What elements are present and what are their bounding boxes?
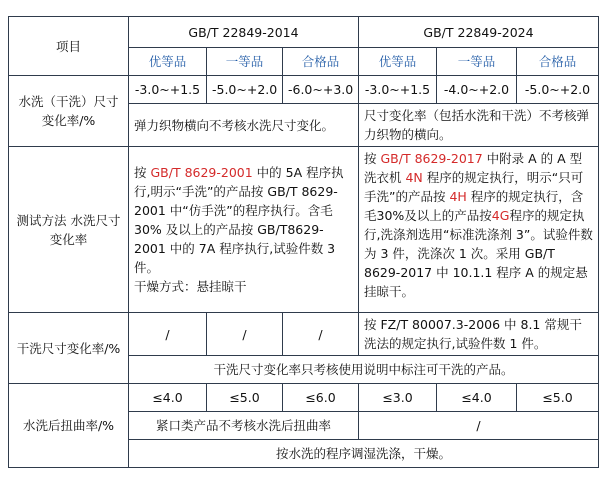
washing-2024-qualified: -5.0~+2.0: [517, 76, 599, 104]
test-2024-program-4h: 4H: [449, 189, 467, 204]
standard-comparison-table: [8, 16, 599, 468]
washing-2014-first: -5.0~+2.0: [207, 76, 283, 104]
washing-2014-superior: -3.0~+1.5: [129, 76, 207, 104]
test-2014-text-b: 中的 5A 程序执行,明示“手洗”的产品按 GB/T 8629-2001 中“仿手洗”的程序执行。含毛 30% 及以上的产品按 GB/T8629-2001 中的 7A 程序执行,试验件数 3 件。: [134, 165, 344, 275]
washing-2014-qualified: -6.0~+3.0: [283, 76, 359, 104]
test-2024-program-4n: 4N: [405, 170, 423, 185]
comparison-table-wrapper: [8, 16, 598, 468]
dry-clean-2014-first: /: [207, 313, 283, 356]
test-method-2024: [359, 147, 599, 313]
grade-superior-2014: 优等品: [129, 48, 207, 76]
header-row-standards: [9, 17, 599, 48]
grade-first-2014: 一等品: [207, 48, 283, 76]
test-2024-standard-ref: GB/T 8629-2017: [380, 151, 483, 166]
washing-change-label: 水洗（干洗）尺寸变化率/%: [9, 76, 129, 147]
item-header: 项目: [9, 17, 129, 76]
test-2014-drying: 干燥方式：悬挂晾干: [134, 279, 247, 294]
washing-2024-superior: -3.0~+1.5: [359, 76, 437, 104]
dry-clean-2014-superior: /: [129, 313, 207, 356]
torsion-note-2014: 紧口类产品不考核水洗后扭曲率: [129, 412, 359, 440]
torsion-label: 水洗后扭曲率/%: [9, 384, 129, 468]
torsion-values-row: [9, 384, 599, 412]
standard-2024-header: GB/T 22849-2024: [359, 17, 599, 48]
dry-clean-label: 干洗尺寸变化率/%: [9, 313, 129, 384]
washing-note-2014: 弹力织物横向不考核水洗尺寸变化。: [129, 104, 359, 147]
test-2024-text-e: 程序的规定执行,洗涤剂选用“标准洗涤剂 3”。试验件数为 3 件，洗涤次 1 次。采用 GB/T 8629-2017 中 10.1.1 程序 A 的规定悬挂晾干。: [364, 208, 593, 299]
test-2024-text-a: 按: [364, 151, 381, 166]
torsion-2024-first: ≤4.0: [437, 384, 517, 412]
torsion-note-2024: /: [359, 412, 599, 440]
test-2024-text-c: 程序的规定执行，明示“只可手洗”的产品按: [364, 170, 584, 204]
test-2014-standard-ref: GB/T 8629-2001: [150, 165, 253, 180]
torsion-2014-qualified: ≤6.0: [283, 384, 359, 412]
standard-2014-header: GB/T 22849-2014: [129, 17, 359, 48]
torsion-2024-qualified: ≤5.0: [517, 384, 599, 412]
washing-values-row: [9, 76, 599, 104]
test-method-label: 测试方法 水洗尺寸变化率: [9, 147, 129, 313]
test-method-row: [9, 147, 599, 313]
torsion-2024-superior: ≤3.0: [359, 384, 437, 412]
dry-clean-note: 干洗尺寸变化率只考核使用说明中标注可干洗的产品。: [129, 356, 599, 384]
grade-qualified-2014: 合格品: [283, 48, 359, 76]
torsion-2014-first: ≤5.0: [207, 384, 283, 412]
torsion-2014-superior: ≤4.0: [129, 384, 207, 412]
grade-superior-2024: 优等品: [359, 48, 437, 76]
dry-clean-2014-qualified: /: [283, 313, 359, 356]
test-2024-program-4g: 4G: [491, 208, 510, 223]
test-method-2014: [129, 147, 359, 313]
test-2024-text-d: 程序的规定执行，含毛30%及以上的产品按: [364, 189, 584, 223]
dry-clean-2024-method: 按 FZ/T 80007.3-2006 中 8.1 常规干洗法的规定执行,试验件数 1 件。: [359, 313, 599, 356]
test-2014-text-a: 按: [134, 165, 151, 180]
grade-first-2024: 一等品: [437, 48, 517, 76]
grade-qualified-2024: 合格品: [517, 48, 599, 76]
washing-note-2024: 尺寸变化率（包括水洗和干洗）不考核弹力织物的横向。: [359, 104, 599, 147]
washing-2024-first: -4.0~+2.0: [437, 76, 517, 104]
torsion-footer: 按水洗的程序调湿洗涤，干燥。: [129, 440, 599, 468]
dry-clean-values-row: [9, 313, 599, 356]
test-2024-text-b: 中附录 A 的 A 型洗衣机: [364, 151, 583, 185]
